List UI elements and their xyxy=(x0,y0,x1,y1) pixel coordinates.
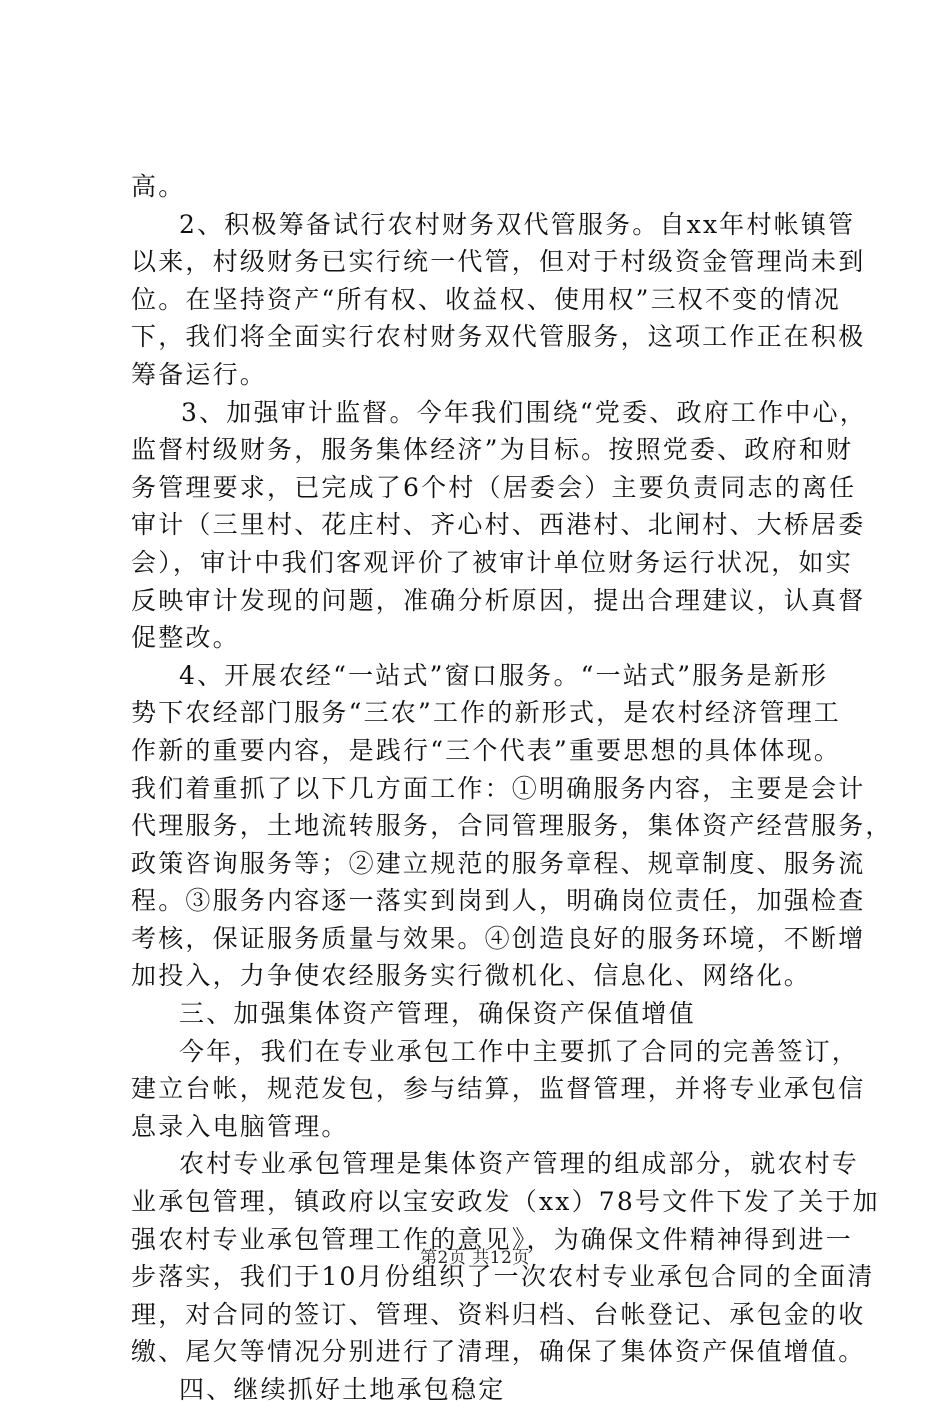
section-heading: 三、加强集体资产管理，确保资产保值增值 xyxy=(179,999,696,1029)
text-line: 监督村级财务，服务集体经济”为目标。按照党委、政府和财 xyxy=(131,435,854,465)
text-line: 缴、尾欠等情况分别进行了清理，确保了集体资产保值增值。 xyxy=(131,1337,866,1367)
text-line: 高。 xyxy=(131,172,186,201)
text-line: 建立台帐，规范发包，参与结算，监督管理，并将专业承包信 xyxy=(131,1074,866,1104)
text-line: 促整改。 xyxy=(131,623,240,653)
text-line: 以来，村级财务已实行统一代管，但对于村级资金管理尚未到 xyxy=(131,247,866,277)
text-line: 代理服务，土地流转服务，合同管理服务，集体资产经营服务， xyxy=(131,811,893,841)
text-line: 政策咨询服务等；②建立规范的服务章程、规章制度、服务流 xyxy=(131,848,866,878)
text-line: 息录入电脑管理。 xyxy=(131,1111,349,1141)
text-line: 审计（三里村、花庄村、齐心村、西港村、北闸村、大桥居委 xyxy=(131,510,866,540)
text-line: 步落实，我们于10月份组织了一次农村专业承包合同的全面清 xyxy=(131,1262,875,1292)
section-heading: 四、继续抓好土地承包稳定 xyxy=(179,1375,506,1404)
text-line: 我们着重抓了以下几方面工作：①明确服务内容，主要是会计 xyxy=(131,773,866,803)
text-line: 势下农经部门服务“三农”工作的新形式，是农村经济管理工 xyxy=(131,698,841,728)
text-line: 业承包管理，镇政府以宝安政发（xx）78号文件下发了关于加 xyxy=(131,1187,880,1217)
paragraph-start-line: 今年，我们在专业承包工作中主要抓了合同的完善签订， xyxy=(179,1036,860,1066)
text-line: 务管理要求，已完成了6个村（居委会）主要负责同志的离任 xyxy=(131,472,857,502)
paragraph-start-line: 3、加强审计监督。今年我们围绕“党委、政府工作中心， xyxy=(181,397,867,427)
text-line: 筹备运行。 xyxy=(131,359,268,389)
text-line: 位。在坚持资产“所有权、收益权、使用权”三权不变的情况 xyxy=(131,284,841,314)
text-line: 反映审计发现的问题，准确分析原因，提出合理建议，认真督 xyxy=(131,585,866,615)
text-line: 会），审计中我们客观评价了被审计单位财务运行状况，如实 xyxy=(131,547,853,577)
text-line: 程。③服务内容逐一落实到岗到人，明确岗位责任，加强检查 xyxy=(131,886,866,916)
paragraph-start-line: 农村专业承包管理是集体资产管理的组成部分，就农村专 xyxy=(179,1149,860,1179)
paragraph-start-line: 4、开展农经“一站式”窗口服务。“一站式”服务是新形 xyxy=(179,660,829,690)
page-footer xyxy=(0,1243,950,1268)
document-body xyxy=(131,168,893,1409)
text-line: 下，我们将全面实行农村财务双代管服务，这项工作正在积极 xyxy=(131,322,866,352)
text-line: 强农村专业承包管理工作的意见》，为确保文件精神得到进一 xyxy=(131,1224,853,1254)
text-line: 作新的重要内容，是践行“三个代表”重要思想的具体体现。 xyxy=(131,735,841,765)
text-line: 考核，保证服务质量与效果。④创造良好的服务环境，不断增 xyxy=(131,923,866,953)
text-line: 加投入，力争使农经服务实行微机化、信息化、网络化。 xyxy=(131,961,812,991)
paragraph-start-line: 2、积极筹备试行农村财务双代管服务。自xx年村帐镇管 xyxy=(179,209,856,239)
page-number: 第2页 共12页 xyxy=(420,1248,530,1268)
text-line: 理，对合同的签订、管理、资料归档、台帐登记、承包金的收 xyxy=(131,1299,866,1329)
